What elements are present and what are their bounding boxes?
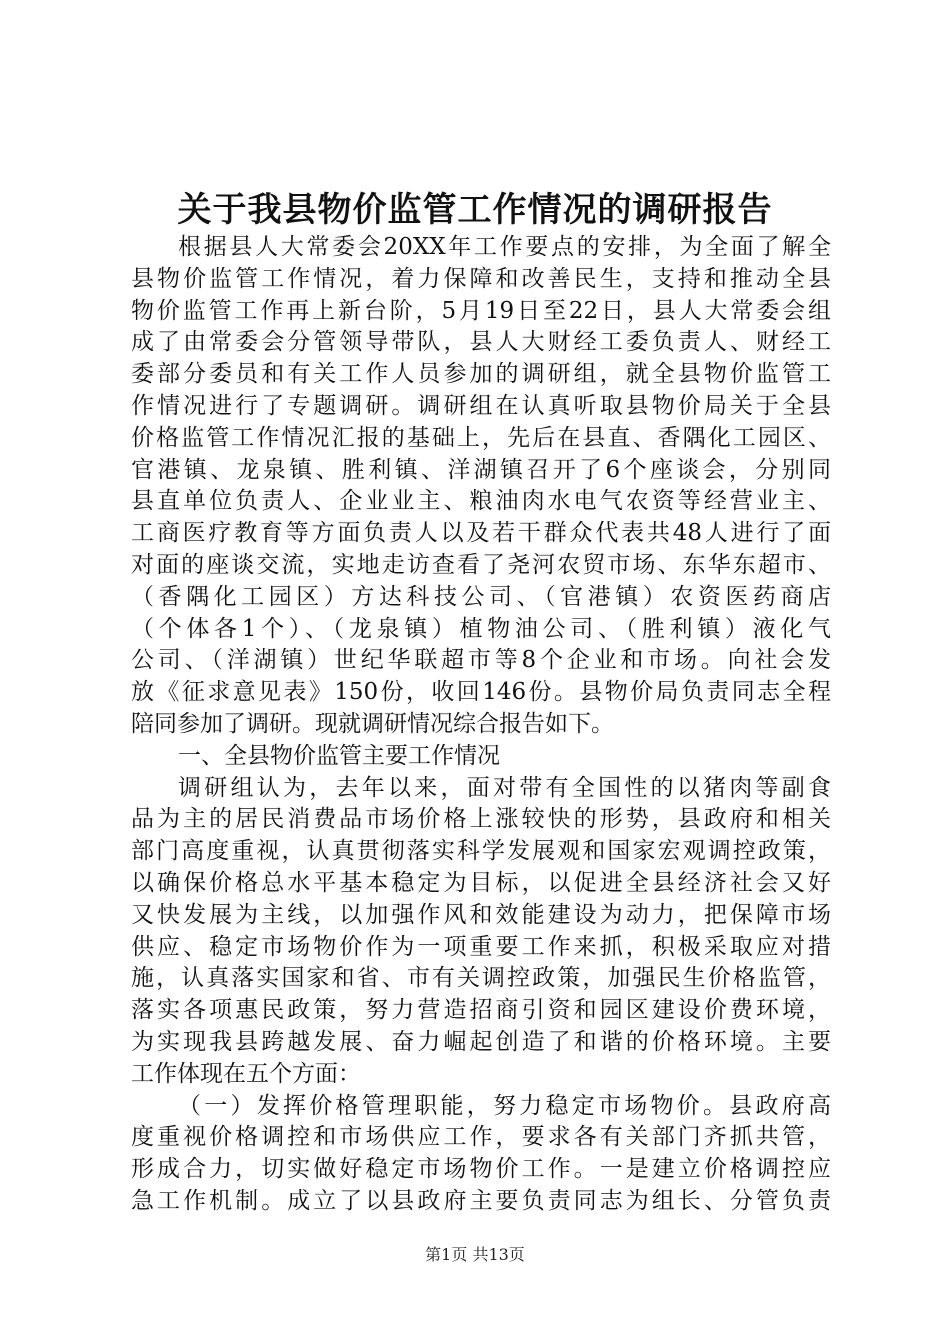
paragraph-line: 落实各项惠民政策，努力营造招商引资和园区建设价费环境， [131, 997, 831, 1024]
paragraph-line: （个体各1个）、（龙泉镇）植物油公司、（胜利镇）液化气 [131, 615, 831, 642]
paragraph-line: 陪同参加了调研。现就调研情况综合报告如下。 [131, 710, 614, 737]
section-heading: 一、全县物价监管主要工作情况 [178, 742, 500, 769]
paragraph-line: 品为主的居民消费品市场价格上涨较快的形势，县政府和相关 [131, 806, 831, 833]
paragraph-line: 供应、稳定市场物价作为一项重要工作来抓，积极采取应对措 [131, 933, 831, 960]
paragraph-line: 县物价监管工作情况，着力保障和改善民生，支持和推动全县 [131, 265, 831, 292]
paragraph-line: 成了由常委会分管领导带队，县人大财经工委负责人、财经工 [131, 329, 831, 356]
paragraph-line: （一）发挥价格管理职能，努力稳定市场物价。县政府高 [178, 1092, 831, 1119]
paragraph-line: 又快发展为主线，以加强作风和效能建设为动力，把保障市场 [131, 901, 831, 928]
paragraph-line: 部门高度重视，认真贯彻落实科学发展观和国家宏观调控政策， [131, 838, 831, 865]
paragraph-line: 作情况进行了专题调研。调研组在认真听取县物价局关于全县 [131, 392, 831, 419]
paragraph-line: 官港镇、龙泉镇、胜利镇、洋湖镇召开了6个座谈会，分别同 [131, 456, 831, 483]
paragraph-line: 为实现我县跨越发展、奋力崛起创造了和谐的价格环境。主要 [131, 1028, 831, 1055]
paragraph-line: 委部分委员和有关工作人员参加的调研组，就全县物价监管工 [131, 361, 831, 388]
paragraph-line: 形成合力，切实做好稳定市场物价工作。一是建立价格调控应 [131, 1156, 831, 1183]
paragraph-line: 急工作机制。成立了以县政府主要负责同志为组长、分管负责 [131, 1187, 831, 1214]
paragraph-line: （香隅化工园区）方达科技公司、（官港镇）农资医药商店 [131, 583, 831, 610]
paragraph-line: 放《征求意见表》150份，收回146份。县物价局负责同志全程 [131, 679, 831, 706]
paragraph-line: 施，认真落实国家和省、市有关调控政策，加强民生价格监管， [131, 965, 831, 992]
paragraph-line: 调研组认为，去年以来，面对带有全国性的以猪肉等副食 [178, 774, 831, 801]
paragraph-line: 公司、（洋湖镇）世纪华联超市等8个企业和市场。向社会发 [131, 647, 831, 674]
paragraph-line: 以确保价格总水平基本稳定为目标，以促进全县经济社会又好 [131, 869, 831, 896]
paragraph-line: 度重视价格调控和市场供应工作，要求各有关部门齐抓共管， [131, 1124, 831, 1151]
document-title: 关于我县物价监管工作情况的调研报告 [177, 190, 773, 230]
paragraph-line: 价格监管工作情况汇报的基础上，先后在县直、香隅化工园区、 [131, 424, 831, 451]
paragraph-line: 物价监管工作再上新台阶，5月19日至22日，县人大常委会组 [131, 297, 831, 324]
page-footer: 第1页 共13页 [425, 1245, 525, 1264]
document-body [131, 232, 831, 1218]
paragraph-line: 工作体现在五个方面： [131, 1060, 361, 1087]
paragraph-line: 对面的座谈交流，实地走访查看了尧河农贸市场、东华东超市、 [131, 551, 831, 578]
paragraph-line: 工商医疗教育等方面负责人以及若干群众代表共48人进行了面 [131, 520, 831, 547]
paragraph-line: 县直单位负责人、企业业主、粮油肉水电气农资等经营业主、 [131, 488, 831, 515]
paragraph-line: 根据县人大常委会20XX年工作要点的安排，为全面了解全 [178, 234, 831, 260]
